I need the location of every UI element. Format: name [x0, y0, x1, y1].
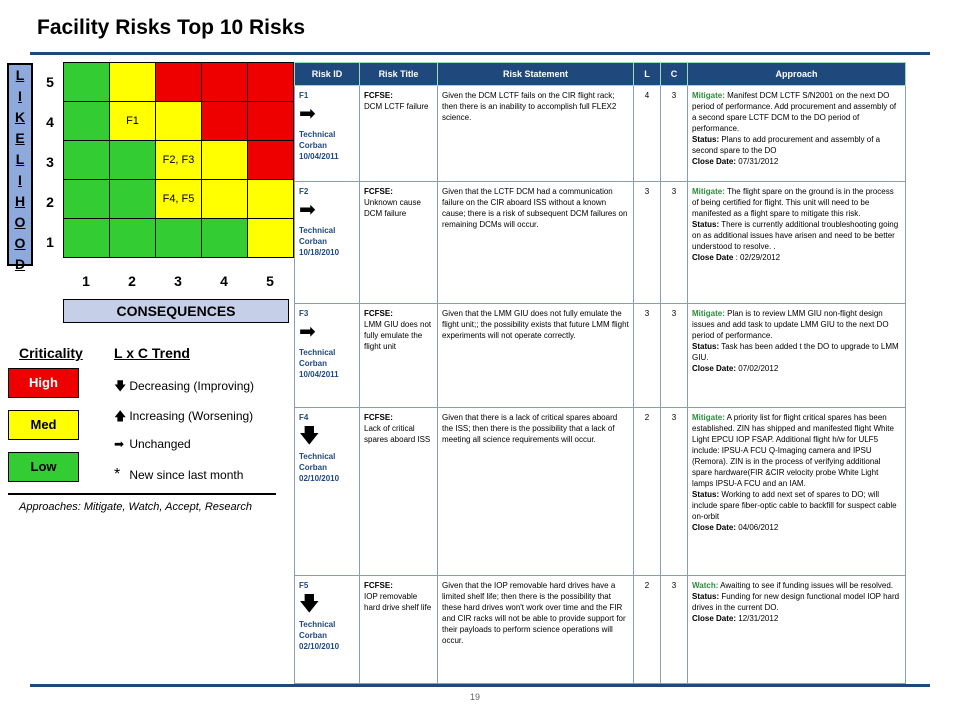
risk-id: F5 — [299, 581, 309, 590]
approach-label: Watch: — [692, 581, 719, 590]
matrix-cell — [110, 141, 156, 180]
trend-increasing — [114, 407, 253, 428]
risk-owner: Technical Corban 10/04/2011 — [299, 130, 339, 161]
matrix-row — [64, 141, 294, 180]
matrix-row — [64, 63, 294, 102]
star-icon: * — [114, 466, 121, 483]
low-badge: Low — [8, 452, 79, 482]
close-date-label: Close Date: — [692, 157, 737, 166]
matrix-cell — [110, 63, 156, 102]
matrix-cell — [156, 102, 202, 141]
risk-title-cell — [360, 182, 438, 304]
consequence-number: 5 — [266, 273, 274, 289]
matrix-cell — [248, 63, 294, 102]
risk-title: LMM GIU does not fully emulate the flight unit — [364, 320, 432, 351]
likelihood-cell: 4 — [634, 86, 661, 182]
risk-id: F1 — [299, 91, 309, 100]
matrix-cell — [202, 141, 248, 180]
approach-cell — [688, 576, 906, 684]
consequence-number: 1 — [82, 273, 90, 289]
consequence-cell: 3 — [661, 576, 688, 684]
consequence-cell: 3 — [661, 182, 688, 304]
table-row — [295, 182, 906, 304]
risk-statement-cell — [438, 304, 634, 408]
consequences-label: CONSEQUENCES — [63, 299, 289, 323]
status-text: There is currently additional troubleshooting going on as additional issues have arisen and need to be better understood to resolve. . — [692, 220, 899, 251]
approach-label: Mitigate: — [692, 91, 725, 100]
close-date-label: Close Date: — [692, 523, 737, 532]
matrix-cell — [156, 63, 202, 102]
trend-unchanged-label: Unchanged — [129, 437, 191, 451]
table-row — [295, 304, 906, 408]
criticality-heading: Criticality — [19, 345, 83, 361]
med-badge: Med — [8, 410, 79, 440]
approach-cell — [688, 408, 906, 576]
risk-statement: Given the DCM LCTF fails on the CIR flight rack; then there is an inability to accomplish full FLEX2 science. — [442, 91, 617, 122]
approach-text: Awaiting to see if funding issues will be resolved. — [718, 581, 893, 590]
risk-id-cell — [295, 86, 360, 182]
risk-id: F4 — [299, 413, 309, 422]
right-arrow-icon: ➡ — [299, 103, 316, 125]
likelihood-letter: O — [14, 235, 26, 251]
risk-table — [294, 62, 906, 684]
right-arrow-icon: ➡ — [299, 321, 316, 343]
table-row — [295, 408, 906, 576]
approach-label: Mitigate: — [692, 309, 725, 318]
status-text: Task has been added t the DO to upgrade to LMM GIU. — [692, 342, 899, 362]
risk-owner: Technical Corban 10/04/2011 — [299, 348, 339, 379]
status-text: Plans to add procurement and assembly of a second spare to the DO — [692, 135, 881, 155]
matrix-cell — [248, 180, 294, 219]
matrix-cell: F2, F3 — [156, 141, 202, 180]
risk-matrix — [63, 62, 294, 258]
likelihood-label — [7, 63, 33, 272]
close-date-label: Close Date: — [692, 364, 737, 373]
status-label: Status: — [692, 592, 720, 601]
matrix-row — [64, 180, 294, 219]
approach-text: Plan is to review LMM GIU non-flight design issues and add task to update LMM GIU to the next DO period of performance. — [692, 309, 889, 340]
risk-title-cell — [360, 576, 438, 684]
risk-statement-cell — [438, 182, 634, 304]
status-label: Status: — [692, 342, 720, 351]
down-arrow-icon: 🡇 — [114, 379, 127, 393]
right-arrow-icon: ➡ — [299, 199, 316, 221]
risk-statement: Given that there is a lack of critical spares aboard the ISS; then there is the possibility that a lack of meeting all science requirements will occur. — [442, 413, 618, 444]
risk-owner: Technical Corban 10/18/2010 — [299, 226, 340, 257]
likelihood-cell: 2 — [634, 576, 661, 684]
approach-text: The flight spare on the ground is in the process of being certified for flight. This unit will need to be manifested as a flight spare to mitigate this risk. — [692, 187, 894, 218]
risk-id-cell — [295, 576, 360, 684]
risk-statement: Given that the LCTF DCM had a communication failure on the CIR aboard ISS without a known cause; there is a risk of subsequent DCM failures on remaining DCMs will occur. — [442, 187, 628, 229]
trend-unchanged — [114, 437, 191, 451]
approach-cell — [688, 182, 906, 304]
matrix-cell — [202, 180, 248, 219]
likelihood-number: 1 — [46, 234, 54, 250]
likelihood-number: 2 — [46, 194, 54, 210]
matrix-row — [64, 102, 294, 141]
approach-text: Manifest DCM LCTF S/N2001 on the next DO period of performance. Add procurement and assembly of a second spare LCTF DCM to the DO period of performance. — [692, 91, 897, 133]
close-date: 04/06/2012 — [736, 523, 779, 532]
risk-title-label: FCFSE: — [364, 187, 393, 196]
risk-id-cell — [295, 304, 360, 408]
matrix-cell: F4, F5 — [156, 180, 202, 219]
likelihood-letter: I — [18, 88, 22, 104]
trend-new — [114, 466, 243, 484]
risk-title-cell — [360, 304, 438, 408]
likelihood-number: 3 — [46, 154, 54, 170]
risk-owner: Technical Corban 02/10/2010 — [299, 620, 340, 651]
risk-title-label: FCFSE: — [364, 581, 393, 590]
matrix-cell — [110, 219, 156, 258]
risk-id: F2 — [299, 187, 309, 196]
trend-increasing-label: Increasing (Worsening) — [129, 409, 254, 423]
top-divider — [30, 52, 930, 55]
close-date: 07/31/2012 — [736, 157, 779, 166]
matrix-cell — [248, 141, 294, 180]
risk-title-cell — [360, 408, 438, 576]
risk-title: DCM LCTF failure — [364, 102, 429, 111]
status-text: Funding for new design functional model IOP hard drives in the current DO. — [692, 592, 900, 612]
matrix-cell — [64, 219, 110, 258]
table-row — [295, 576, 906, 684]
consequence-number: 2 — [128, 273, 136, 289]
matrix-cell — [202, 219, 248, 258]
status-label: Status: — [692, 490, 720, 499]
table-header: Approach — [688, 63, 906, 86]
likelihood-letter: O — [14, 214, 26, 230]
matrix-cell — [202, 102, 248, 141]
consequence-number: 3 — [174, 273, 182, 289]
table-row — [295, 86, 906, 182]
likelihood-numbers — [40, 62, 60, 262]
risk-statement-cell — [438, 408, 634, 576]
status-label: Status: — [692, 220, 720, 229]
matrix-cell — [64, 141, 110, 180]
risk-statement-cell — [438, 86, 634, 182]
close-date: : 02/29/2012 — [733, 253, 781, 262]
risk-title: IOP removable hard drive shelf life — [364, 592, 432, 612]
bottom-divider — [30, 684, 930, 687]
likelihood-cell: 3 — [634, 304, 661, 408]
consequence-number: 4 — [220, 273, 228, 289]
likelihood-number: 4 — [46, 114, 54, 130]
matrix-cell — [64, 102, 110, 141]
consequence-cell: 3 — [661, 86, 688, 182]
trend-decreasing — [114, 377, 254, 398]
matrix-cell — [110, 180, 156, 219]
status-label: Status: — [692, 135, 720, 144]
table-header: Risk Title — [360, 63, 438, 86]
risk-title-label: FCFSE: — [364, 91, 393, 100]
risk-id-cell — [295, 408, 360, 576]
close-date-label: Close Date: — [692, 614, 737, 623]
legend-divider — [8, 493, 276, 495]
likelihood-cell: 3 — [634, 182, 661, 304]
risk-title-cell — [360, 86, 438, 182]
risk-title: Lack of critical spares aboard ISS — [364, 424, 431, 444]
risk-id: F3 — [299, 309, 309, 318]
matrix-row — [64, 219, 294, 258]
close-date: 07/02/2012 — [736, 364, 779, 373]
consequence-cell: 3 — [661, 304, 688, 408]
likelihood-letter: I — [18, 172, 22, 188]
likelihood-number: 5 — [46, 74, 54, 90]
trend-decreasing-label: Decreasing (Improving) — [129, 379, 255, 393]
close-date-label: Close Date — [692, 253, 734, 262]
likelihood-letter: D — [14, 256, 26, 272]
approach-label: Mitigate: — [692, 187, 725, 196]
trend-new-label: New since last month — [129, 468, 244, 482]
matrix-cell — [156, 219, 202, 258]
page-title: Facility Risks Top 10 Risks — [37, 16, 306, 39]
risk-owner: Technical Corban 02/10/2010 — [299, 452, 340, 483]
likelihood-cell: 2 — [634, 408, 661, 576]
high-badge: High — [8, 368, 79, 398]
approach-cell — [688, 304, 906, 408]
close-date: 12/31/2012 — [736, 614, 779, 623]
table-header: L — [634, 63, 661, 86]
likelihood-letter: E — [15, 130, 25, 146]
approach-cell — [688, 86, 906, 182]
status-text: Working to add next set of spares to DO; will include spare fiber-optic cable to backfill for suspect cable on-orbit — [692, 490, 897, 521]
matrix-cell: F1 — [110, 102, 156, 141]
down-arrow-icon: 🡇 — [299, 425, 320, 447]
table-header: Risk Statement — [438, 63, 634, 86]
matrix-cell — [248, 219, 294, 258]
trend-heading: L x C Trend — [114, 345, 190, 361]
approach-label: Mitigate: — [692, 413, 725, 422]
matrix-cell — [202, 63, 248, 102]
risk-statement: Given that the LMM GIU does not fully emulate the flight unit;; the possibility exists that future LMM flight experiments will not operate correctly. — [442, 309, 629, 340]
right-arrow-icon: ➡ — [114, 437, 125, 451]
table-header: Risk ID — [295, 63, 360, 86]
risk-statement-cell — [438, 576, 634, 684]
matrix-cell — [64, 180, 110, 219]
matrix-cell — [64, 63, 110, 102]
up-arrow-icon: 🡅 — [114, 409, 127, 423]
page-number: 19 — [470, 692, 481, 702]
approaches-note: Approaches: Mitigate, Watch, Accept, Research — [19, 501, 252, 513]
consequence-numbers — [63, 273, 293, 289]
approach-text: A priority list for flight critical spares has been established. ZIN has shipped and manifested flight White Light EPCU IOP FSAP. Additional flight h/w for ULF5 include: IPSU-A FCU Q-Imaging camera and IPSU (Remora). ZIN is in the process of verifying additional spare hardware(FIR &CIR velocity probe White Light lamps IPSU-A FCU and an IAM. — [692, 413, 894, 488]
risk-id-cell — [295, 182, 360, 304]
table-header: C — [661, 63, 688, 86]
consequence-cell: 3 — [661, 408, 688, 576]
down-arrow-icon: 🡇 — [299, 593, 320, 615]
risk-title-label: FCFSE: — [364, 309, 393, 318]
likelihood-letter: H — [14, 193, 26, 209]
risk-title: Unknown cause DCM failure — [364, 198, 421, 218]
matrix-cell — [248, 102, 294, 141]
risk-statement: Given that the IOP removable hard drives have a limited shelf life; then there is the possibility that these hard drives won't work over time and the FIR and CIR racks will not be able to provide support for their payloads to perform science operations will occur. — [442, 581, 626, 645]
likelihood-letter: L — [15, 151, 25, 167]
likelihood-letter: K — [14, 109, 26, 125]
likelihood-letter: L — [15, 67, 25, 83]
risk-title-label: FCFSE: — [364, 413, 393, 422]
